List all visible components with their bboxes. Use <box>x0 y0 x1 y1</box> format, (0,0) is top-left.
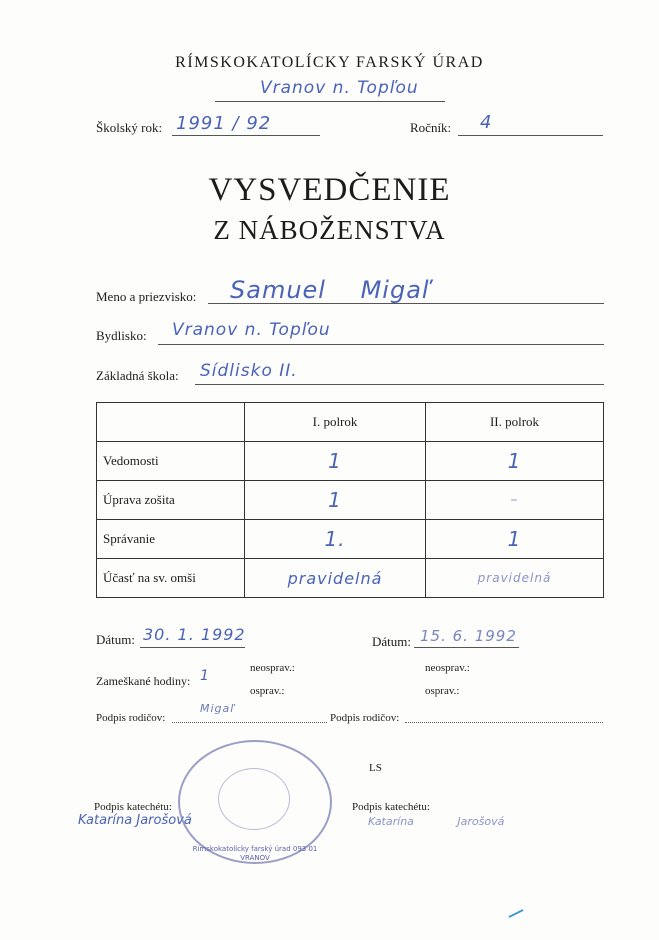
pen-mark <box>508 908 526 918</box>
school-value: Sídlisko II. <box>200 361 298 381</box>
right-excused-label: osprav.: <box>425 685 460 697</box>
right-date-label: Dátum: <box>372 634 411 649</box>
right-date-underline <box>414 647 519 648</box>
address-value: Vranov n. Topľou <box>172 320 331 340</box>
right-unexcused-label: neosprav.: <box>425 662 470 674</box>
right-parent-sig-label: Podpis rodičov: <box>330 712 400 724</box>
certificate-title: VYSVEDČENIE <box>208 172 451 208</box>
missed-hours-value: 1 <box>200 668 210 684</box>
grade-cell: 1. <box>245 520 426 559</box>
parish-stamp-emblem <box>218 768 290 830</box>
parish-name: Vranov n. Topľou <box>260 78 419 98</box>
grades-table <box>96 402 604 598</box>
school-year-value: 1991 / 92 <box>176 113 272 134</box>
grade-year-value: 4 <box>480 112 493 133</box>
address-label: Bydlisko: <box>96 328 147 343</box>
attendance-cell: pravidelná <box>426 559 604 598</box>
grade-year-underline <box>458 135 603 136</box>
left-date-value: 30. 1. 1992 <box>143 625 246 644</box>
name-label: Meno a priezvisko: <box>96 289 197 304</box>
office-heading: RÍMSKOKATOLÍCKY FARSKÝ ÚRAD <box>175 54 484 71</box>
header-cell-empty <box>97 403 245 442</box>
right-date-value: 15. 6. 1992 <box>420 627 517 645</box>
school-year-underline <box>172 135 320 136</box>
header-first-semester: I. polrok <box>245 403 426 442</box>
right-parent-sig-dots <box>405 722 603 723</box>
school-label: Základná škola: <box>96 368 179 383</box>
school-year-label: Školský rok: <box>96 120 163 135</box>
right-catechist-signature: Katarína Jarošová <box>368 815 505 828</box>
name-underline <box>208 303 604 304</box>
parish-underline <box>215 101 445 102</box>
subject-cell: Úprava zošita <box>97 481 245 520</box>
parish-stamp-text: Rímskokatolícky farský úrad 093 01 VRANOV <box>192 845 318 862</box>
header-second-semester: II. polrok <box>426 403 604 442</box>
left-parent-sig-label: Podpis rodičov: <box>96 712 166 724</box>
grade-year-label: Ročník: <box>410 120 452 135</box>
left-date-label: Dátum: <box>96 632 135 647</box>
subject-cell: Vedomosti <box>97 442 245 481</box>
table-row <box>97 481 604 520</box>
left-parent-sig-value: Migaľ <box>200 702 235 715</box>
grade-cell: 1 <box>245 442 426 481</box>
certificate-subtitle: Z NÁBOŽENSTVA <box>213 215 446 245</box>
address-underline <box>158 344 604 345</box>
table-row <box>97 442 604 481</box>
ls-mark: LS <box>369 762 382 774</box>
school-underline <box>195 384 604 385</box>
table-row <box>97 559 604 598</box>
subject-cell: Správanie <box>97 520 245 559</box>
left-date-underline <box>140 647 245 648</box>
table-row <box>97 520 604 559</box>
left-excused-label: osprav.: <box>250 685 285 697</box>
table-header-row <box>97 403 604 442</box>
left-unexcused-label: neosprav.: <box>250 662 295 674</box>
missed-hours-label: Zameškané hodiny: <box>96 674 191 688</box>
name-value: Samuel Migaľ <box>230 276 430 304</box>
left-catechist-signature: Katarína Jarošová <box>78 813 192 828</box>
left-catechist-label: Podpis katechétu: <box>94 801 172 813</box>
attendance-cell: pravidelná <box>245 559 426 598</box>
subject-cell: Účasť na sv. omši <box>97 559 245 598</box>
grade-cell: 1 <box>426 442 604 481</box>
grade-cell: 1 <box>426 520 604 559</box>
grade-cell: 1 <box>245 481 426 520</box>
right-catechist-label: Podpis katechétu: <box>352 801 430 813</box>
grade-cell: – <box>426 481 604 520</box>
left-parent-sig-dots <box>172 722 327 723</box>
